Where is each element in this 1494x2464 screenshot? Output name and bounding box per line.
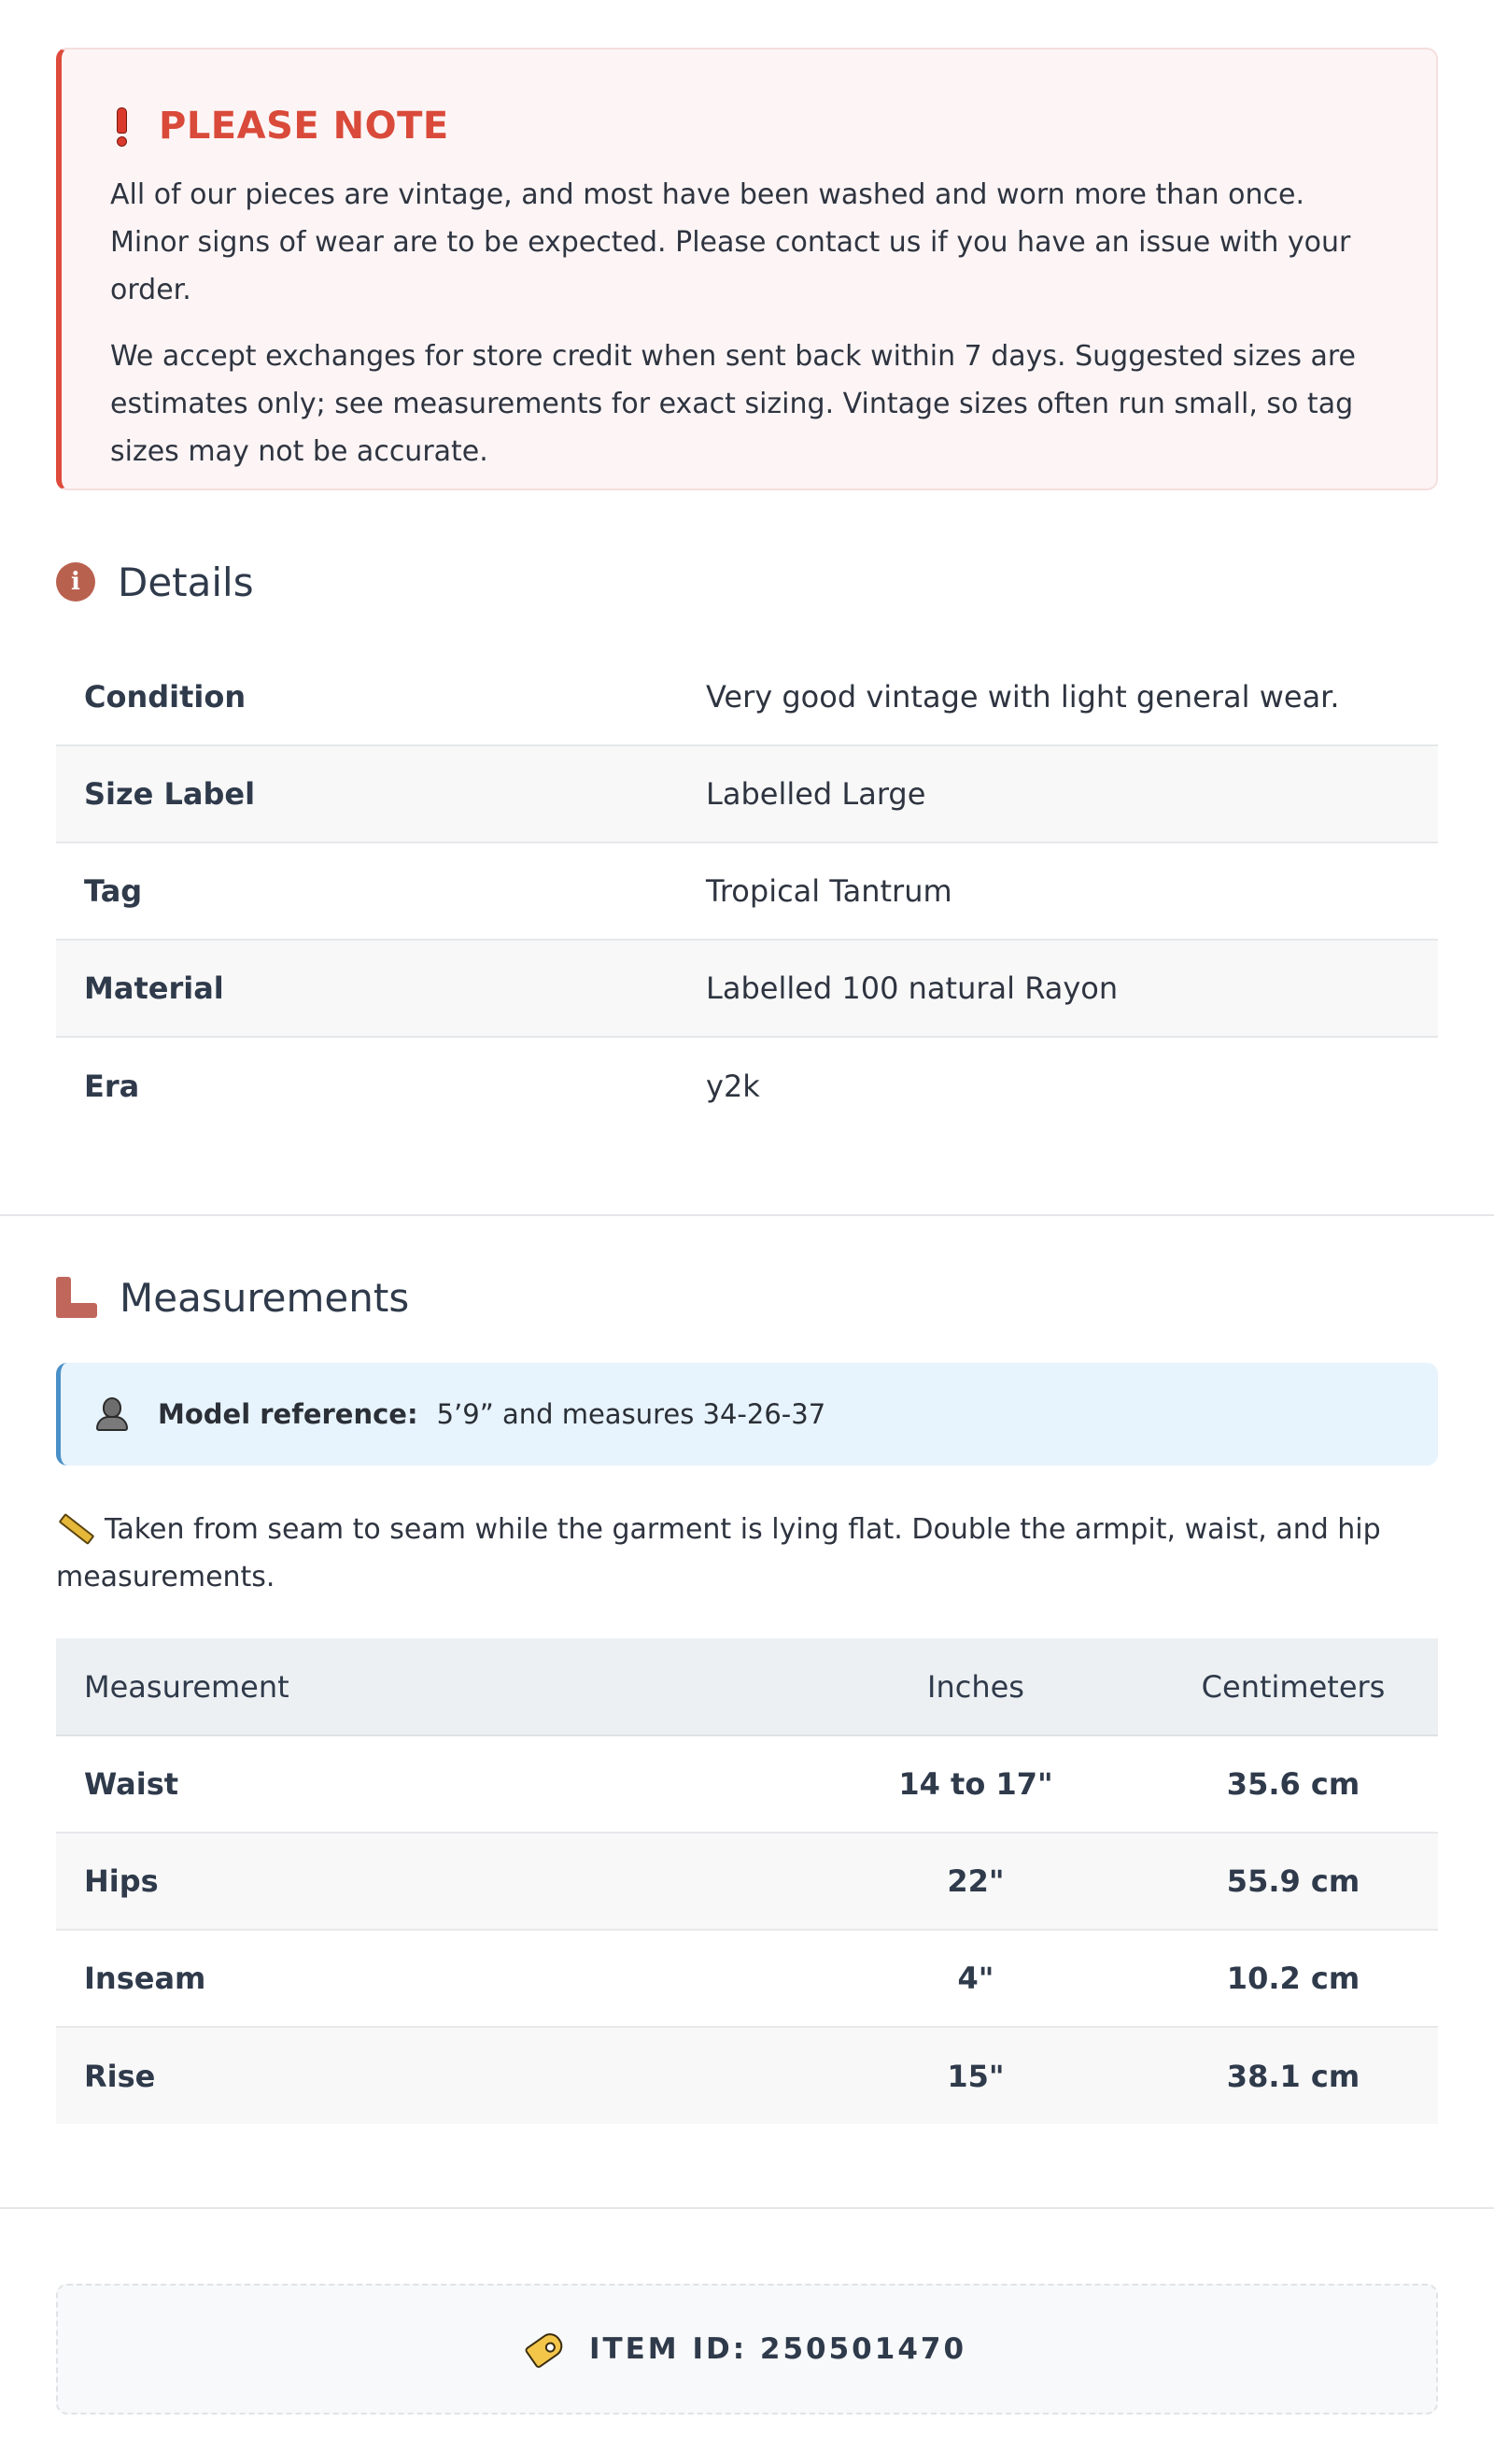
measurement-name: Hips bbox=[56, 1833, 803, 1930]
details-heading bbox=[56, 554, 1438, 610]
table-row bbox=[56, 940, 1438, 1037]
measurements-heading bbox=[56, 1269, 1438, 1325]
section-divider bbox=[0, 1214, 1494, 1216]
detail-value: Tropical Tantrum bbox=[706, 843, 1438, 940]
pencil-icon bbox=[59, 1512, 95, 1544]
details-title: Details bbox=[118, 559, 254, 605]
ruler-icon bbox=[56, 1277, 97, 1318]
measurement-note bbox=[56, 1506, 1438, 1601]
detail-label: Tag bbox=[56, 843, 706, 940]
table-row bbox=[56, 843, 1438, 940]
detail-label: Condition bbox=[56, 648, 706, 745]
section-divider bbox=[0, 2207, 1494, 2209]
item-id-box bbox=[56, 2284, 1438, 2414]
measurement-cm: 35.6 cm bbox=[1149, 1735, 1438, 1833]
model-reference-label: Model reference: bbox=[158, 1398, 418, 1430]
exclamation-icon bbox=[116, 107, 125, 145]
table-row bbox=[56, 1735, 1438, 1833]
measurement-inches: 14 to 17" bbox=[803, 1735, 1149, 1833]
detail-value: Labelled Large bbox=[706, 745, 1438, 843]
detail-label: Era bbox=[84, 1068, 140, 1104]
measurement-name: Waist bbox=[56, 1735, 803, 1833]
details-table bbox=[56, 648, 1438, 1134]
measurement-cm: 10.2 cm bbox=[1149, 1930, 1438, 2027]
info-icon: i bbox=[56, 562, 95, 602]
detail-label: Size Label bbox=[56, 745, 706, 843]
measurement-name: Inseam bbox=[56, 1930, 803, 2027]
column-header-measurement: Measurement bbox=[56, 1638, 803, 1735]
measurement-name: Rise bbox=[56, 2027, 803, 2124]
model-reference-value: 5’9” and measures 34-26-37 bbox=[436, 1398, 826, 1430]
detail-value: Labelled 100 natural Rayon bbox=[706, 940, 1438, 1037]
person-icon bbox=[96, 1397, 128, 1431]
detail-value: y2k bbox=[706, 1068, 760, 1104]
table-row bbox=[56, 1037, 1438, 1134]
table-row bbox=[56, 1833, 1438, 1930]
table-row bbox=[56, 1930, 1438, 2027]
detail-label: Material bbox=[56, 940, 706, 1037]
measurement-cm: 55.9 cm bbox=[1149, 1833, 1438, 1930]
detail-value: Very good vintage with light general wear. bbox=[706, 648, 1438, 745]
model-reference-box bbox=[56, 1363, 1438, 1466]
measurement-inches: 4" bbox=[803, 1930, 1149, 2027]
table-header-row bbox=[56, 1638, 1438, 1735]
table-row bbox=[56, 2027, 1438, 2124]
details-table-wrap bbox=[56, 648, 1438, 1134]
measurement-cm: 38.1 cm bbox=[1149, 2027, 1438, 2124]
table-row bbox=[56, 745, 1438, 843]
measurements-title: Measurements bbox=[120, 1274, 410, 1321]
measurement-inches: 15" bbox=[803, 2027, 1149, 2124]
notice-paragraph-2: We accept exchanges for store credit when sent back within 7 days. Suggested sizes are estimates only; see measurements for exact sizing. Vintage sizes often run small, so tag sizes may not be accurate. bbox=[110, 340, 1357, 468]
item-id: ITEM ID: 250501470 bbox=[588, 2332, 967, 2366]
measurement-inches: 22" bbox=[803, 1833, 1149, 1930]
tag-icon bbox=[524, 2329, 567, 2369]
notice-paragraph-1: All of our pieces are vintage, and most have been washed and worn more than once. Minor signs of wear are to be expected. Please contact us if you have an issue with your order. bbox=[110, 178, 1351, 306]
column-header-inches: Inches bbox=[803, 1638, 1149, 1735]
column-header-centimeters: Centimeters bbox=[1149, 1638, 1438, 1735]
measurements-table bbox=[56, 1638, 1438, 2124]
table-row bbox=[56, 648, 1438, 745]
notice-header bbox=[110, 102, 1388, 150]
measurement-note-text: Taken from seam to seam while the garment is lying flat. Double the armpit, waist, and hip measurements. bbox=[56, 1513, 1381, 1593]
please-note-box bbox=[56, 48, 1438, 490]
measurements-table-wrap bbox=[56, 1638, 1438, 2124]
notice-title: PLEASE NOTE bbox=[159, 105, 449, 148]
